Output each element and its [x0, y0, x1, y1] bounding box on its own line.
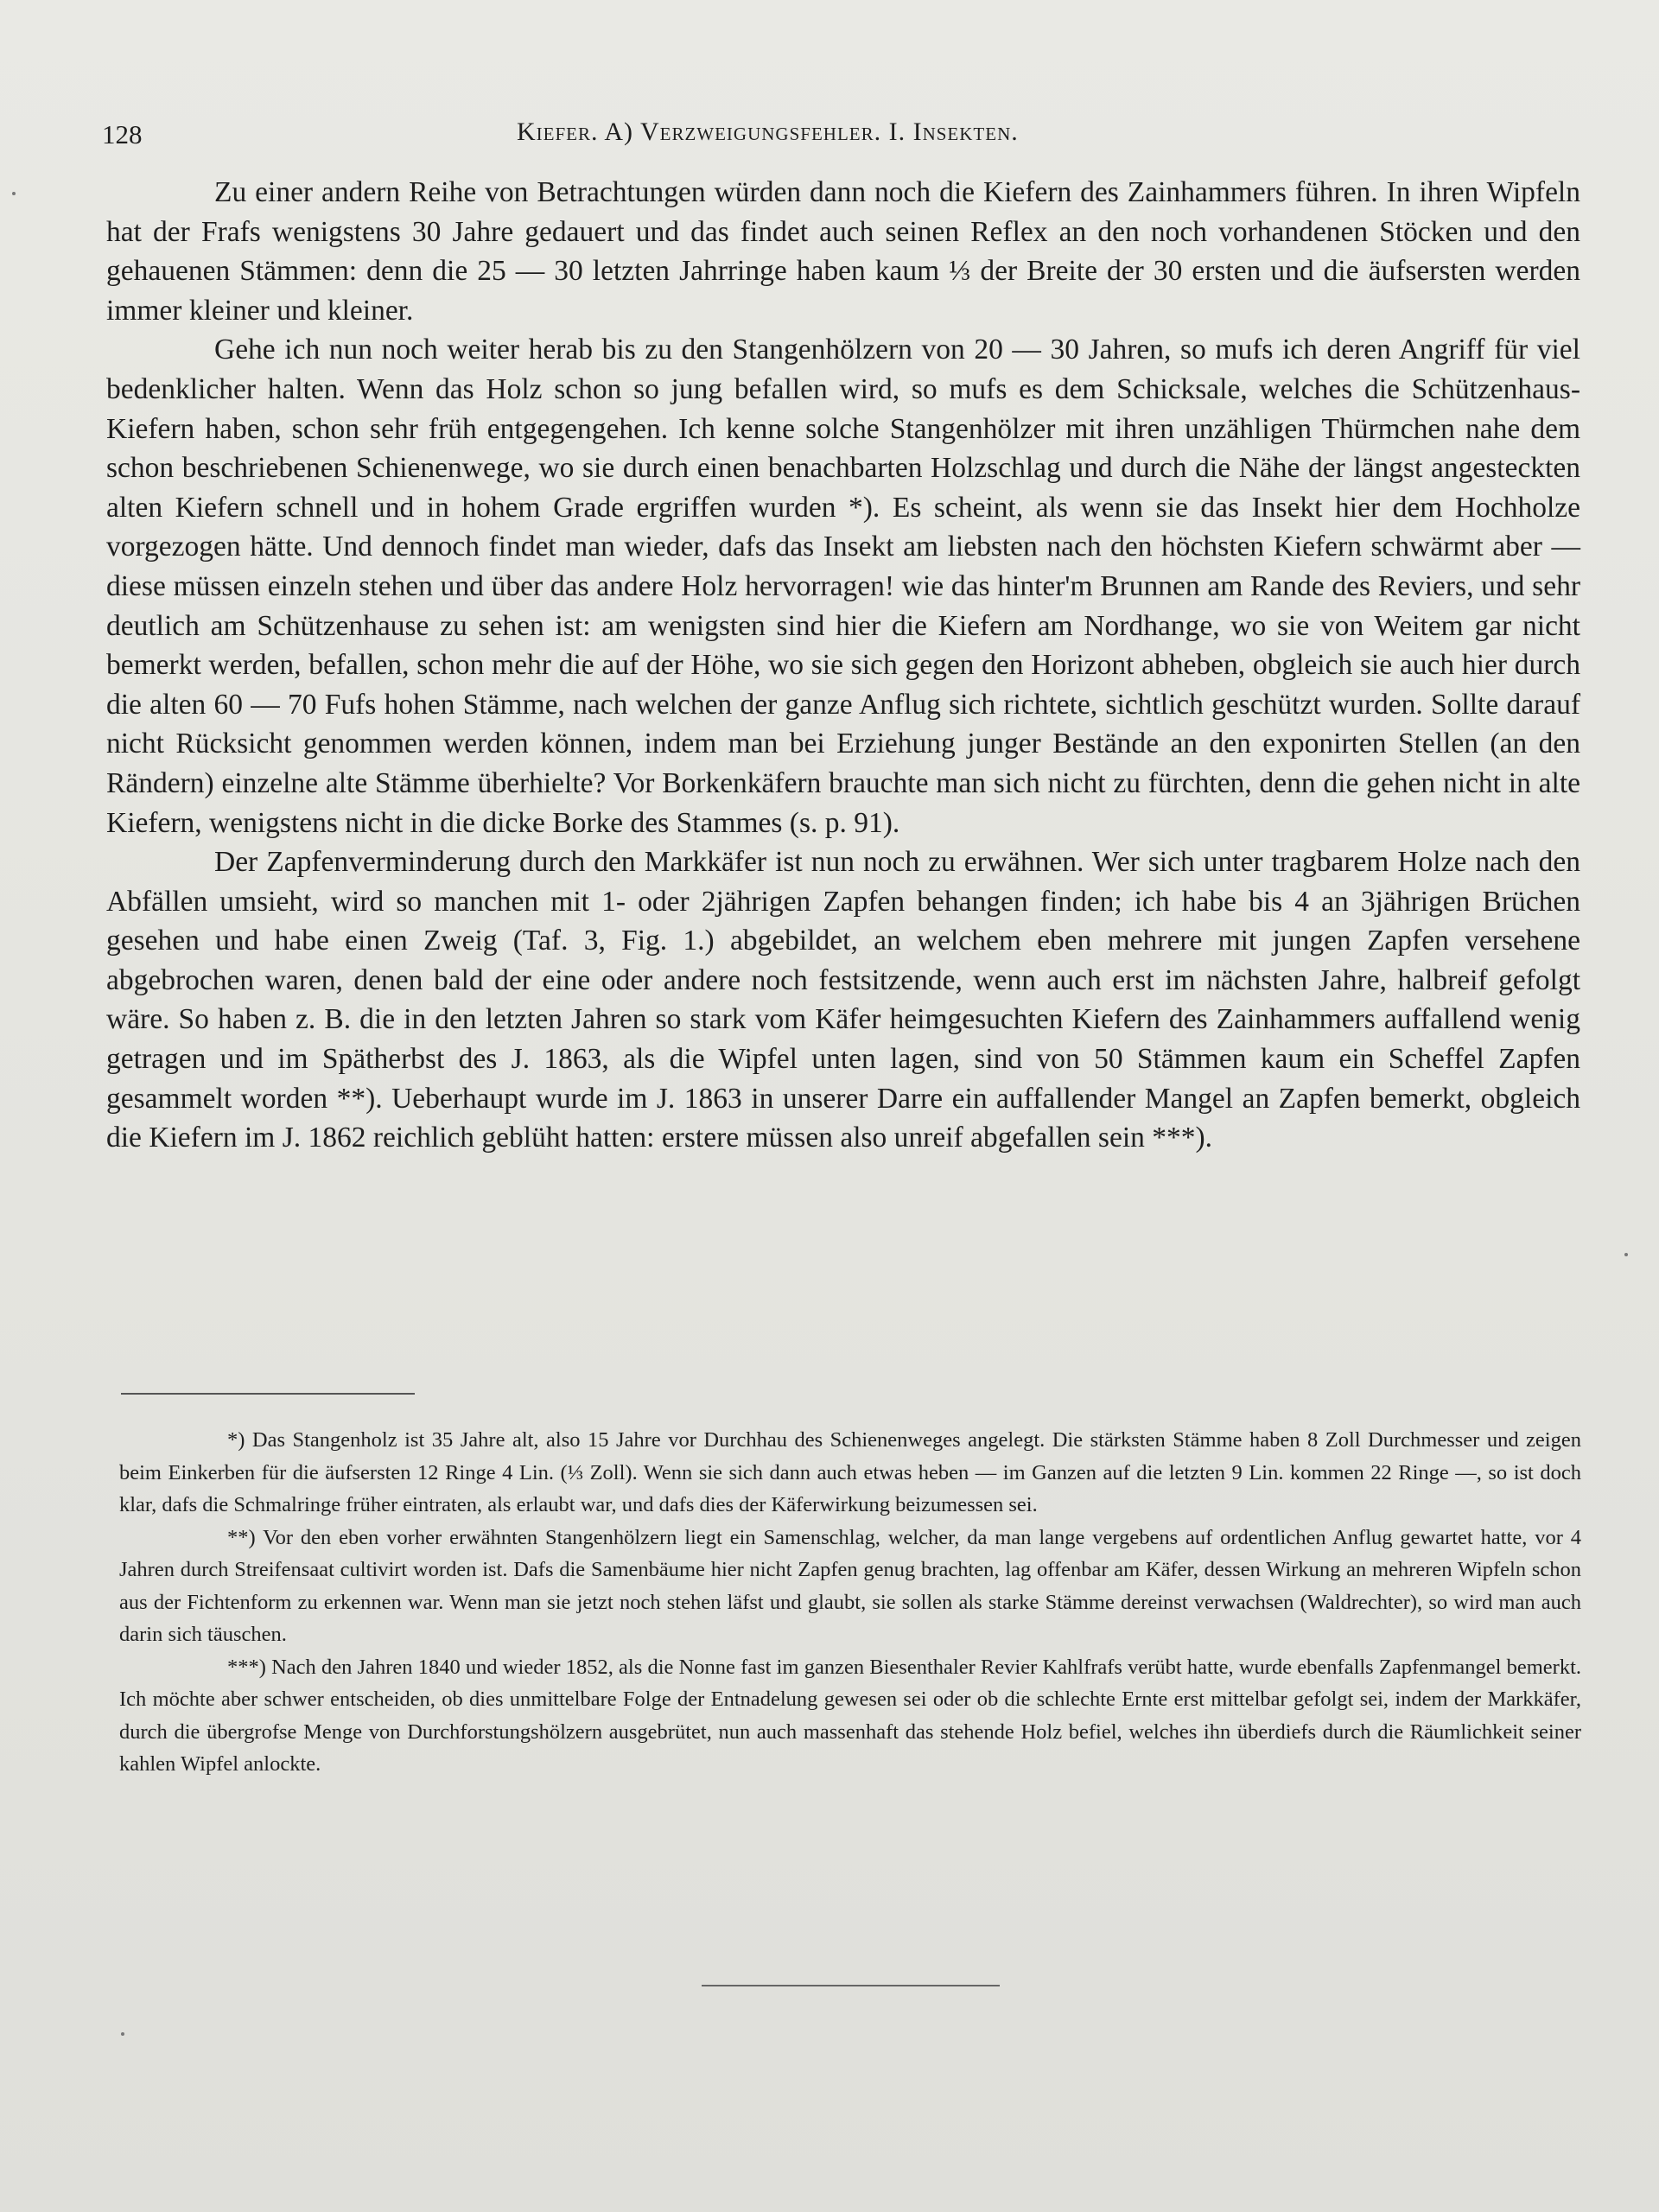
footnote: ***) Nach den Jahren 1840 und wieder 1852, als die Nonne fast im ganzen Biesenthaler Revier Kahlfrafs verübt hatte, wurde ebenfalls Zapfenmangel bemerkt. Ich möchte aber schwer entscheiden, ob dies unmittelbare Folge der Entnadelung gewesen sei oder ob die schlechte Ernte erst mittelbar gefolgt sei, indem der Markkäfer, durch die übergrofse Menge von Durchforstungshölzern ausgebrütet, nun auch massenhaft das stehende Holz befiel, welches ihn überdiefs durch die Räumlichkeit seiner kahlen Wipfel anlockte.	[119, 1655, 1581, 1776]
paper-speck	[12, 192, 16, 195]
paragraph: Zu einer andern Reihe von Betrachtungen würden dann noch die Kiefern des Zainhammers führen. In ihren Wipfeln hat der Frafs wenigstens 30 Jahre gedauert und das findet auch seinen Reflex an den noch vorhandenen Stöcken und den gehauenen Stämmen: denn die 25 — 30 letzten Jahrringe haben kaum ⅓ der Breite der 30 ersten und die äufsersten werden immer kleiner und kleiner.	[106, 176, 1580, 327]
paragraph: Gehe ich nun noch weiter herab bis zu den Stangenhölzern von 20 — 30 Jahren, so mufs ich deren Angriff für viel bedenklicher halten. Wenn das Holz schon so jung befallen wird, so mufs es dem Schicksale, welches die Schützenhaus-Kiefern haben, schon sehr früh entgegengehen. Ich kenne solche Stangenhölzer mit ihren unzähligen Thürmchen nahe dem schon beschriebenen Schienenwege, wo sie durch einen benachbarten Holzschlag und durch die Nähe der längst angesteckten alten Kiefern schnell und in hohem Grade ergriffen wurden *). Es scheint, als wenn sie das Insekt hier dem Hochholze vorgezogen hätte. Und dennoch findet man wieder, dafs das Insekt am liebsten nach den höchsten Kiefern schwärmt aber — diese müssen einzeln stehen und über das andere Holz hervorragen! wie das hinter'm Brunnen am Rande des Reviers, und sehr deutlich am Schützenhause zu sehen ist: am wenigsten sind hier die Kiefern am Nordhange, wo sie von Weitem gar nicht bemerkt werden, befallen, schon mehr die auf der Höhe, wo sie sich gegen den Horizont abheben, obgleich sie auch hier durch die alten 60 — 70 Fufs hohen Stämme, nach welchen der ganze Anflug sich richtete, sichtlich geschützt wurden. Sollte darauf nicht Rücksicht genommen werden können, indem man bei Erziehung junger Bestände an den exponirten Stellen (an den Rändern) einzelne alte Stämme überhielte? Vor Borkenkäfern brauchte man sich nicht zu fürchten, denn die gehen nicht in alte Kiefern, wenigstens nicht in die dicke Borke des Stammes (s. p. 91).	[106, 334, 1580, 839]
footnote: **) Vor den eben vorher erwähnten Stangenhölzern liegt ein Samenschlag, welcher, da man lange vergebens auf ordentlichen Anflug gewartet hatte, vor 4 Jahren durch Streifensaat cultivirt worden ist. Dafs die Samenbäume hier nicht Zapfen genug brachten, lag offenbar am Käfer, dessen Wirkung an mehreren Wipfeln schon aus der Fichtenform zu erkennen war. Wenn man sie jetzt noch stehen läfst und glaubt, sie sollen als starke Stämme dereinst verwachsen (Waldrechter), so wird man auch darin sich täuschen.	[119, 1525, 1581, 1646]
paper-speck	[1624, 1253, 1628, 1256]
running-head: Kiefer. A) Verzweigungsfehler. I. Insekten.	[517, 118, 1019, 146]
paper-speck	[121, 2032, 124, 2036]
footnote-divider	[121, 1393, 415, 1395]
footnotes	[119, 1424, 1581, 1781]
page-header	[102, 111, 1588, 154]
paragraph: Der Zapfenverminderung durch den Markkäfer ist nun noch zu erwähnen. Wer sich unter tragbarem Holze nach den Abfällen umsieht, wird so manchen mit 1- oder 2jährigen Zapfen behangen finden; ich habe bis 4 an 3jährigen Brüchen gesehen und habe einen Zweig (Taf. 3, Fig. 1.) abgebildet, an welchem eben mehrere mit jungen Zapfen versehene abgebrochen waren, denen bald der eine oder andere noch festsitzende, wenn auch erst im nächsten Jahre, halbreif gefolgt wäre. So haben z. B. die in den letzten Jahren so stark vom Käfer heimgesuchten Kiefern des Zainhammers auffallend wenig getragen und im Spätherbst des J. 1863, als die Wipfel unten lagen, sind von 50 Stämmen kaum ein Scheffel Zapfen gesammelt worden **). Ueberhaupt wurde im J. 1863 in unserer Darre ein auffallender Mangel an Zapfen bemerkt, obgleich die Kiefern im J. 1862 reichlich geblüht hatten: erstere müssen also unreif abgefallen sein ***).	[106, 846, 1580, 1154]
footnote: *) Das Stangenholz ist 35 Jahre alt, also 15 Jahre vor Durchhau des Schienenweges angelegt. Die stärksten Stämme haben 8 Zoll Durchmesser und zeigen beim Einkerben für die äufsersten 12 Ringe 4 Lin. (⅓ Zoll). Wenn sie sich dann auch etwas heben — im Ganzen auf die letzten 9 Lin. kommen 22 Ringe —, so ist doch klar, dafs die Schmalringe früher eintraten, als erlaubt war, und dafs dies der Käferwirkung beizumessen sei.	[119, 1428, 1581, 1516]
page-number: 128	[102, 119, 143, 149]
main-text	[106, 173, 1580, 1158]
end-rule	[702, 1985, 1000, 1986]
